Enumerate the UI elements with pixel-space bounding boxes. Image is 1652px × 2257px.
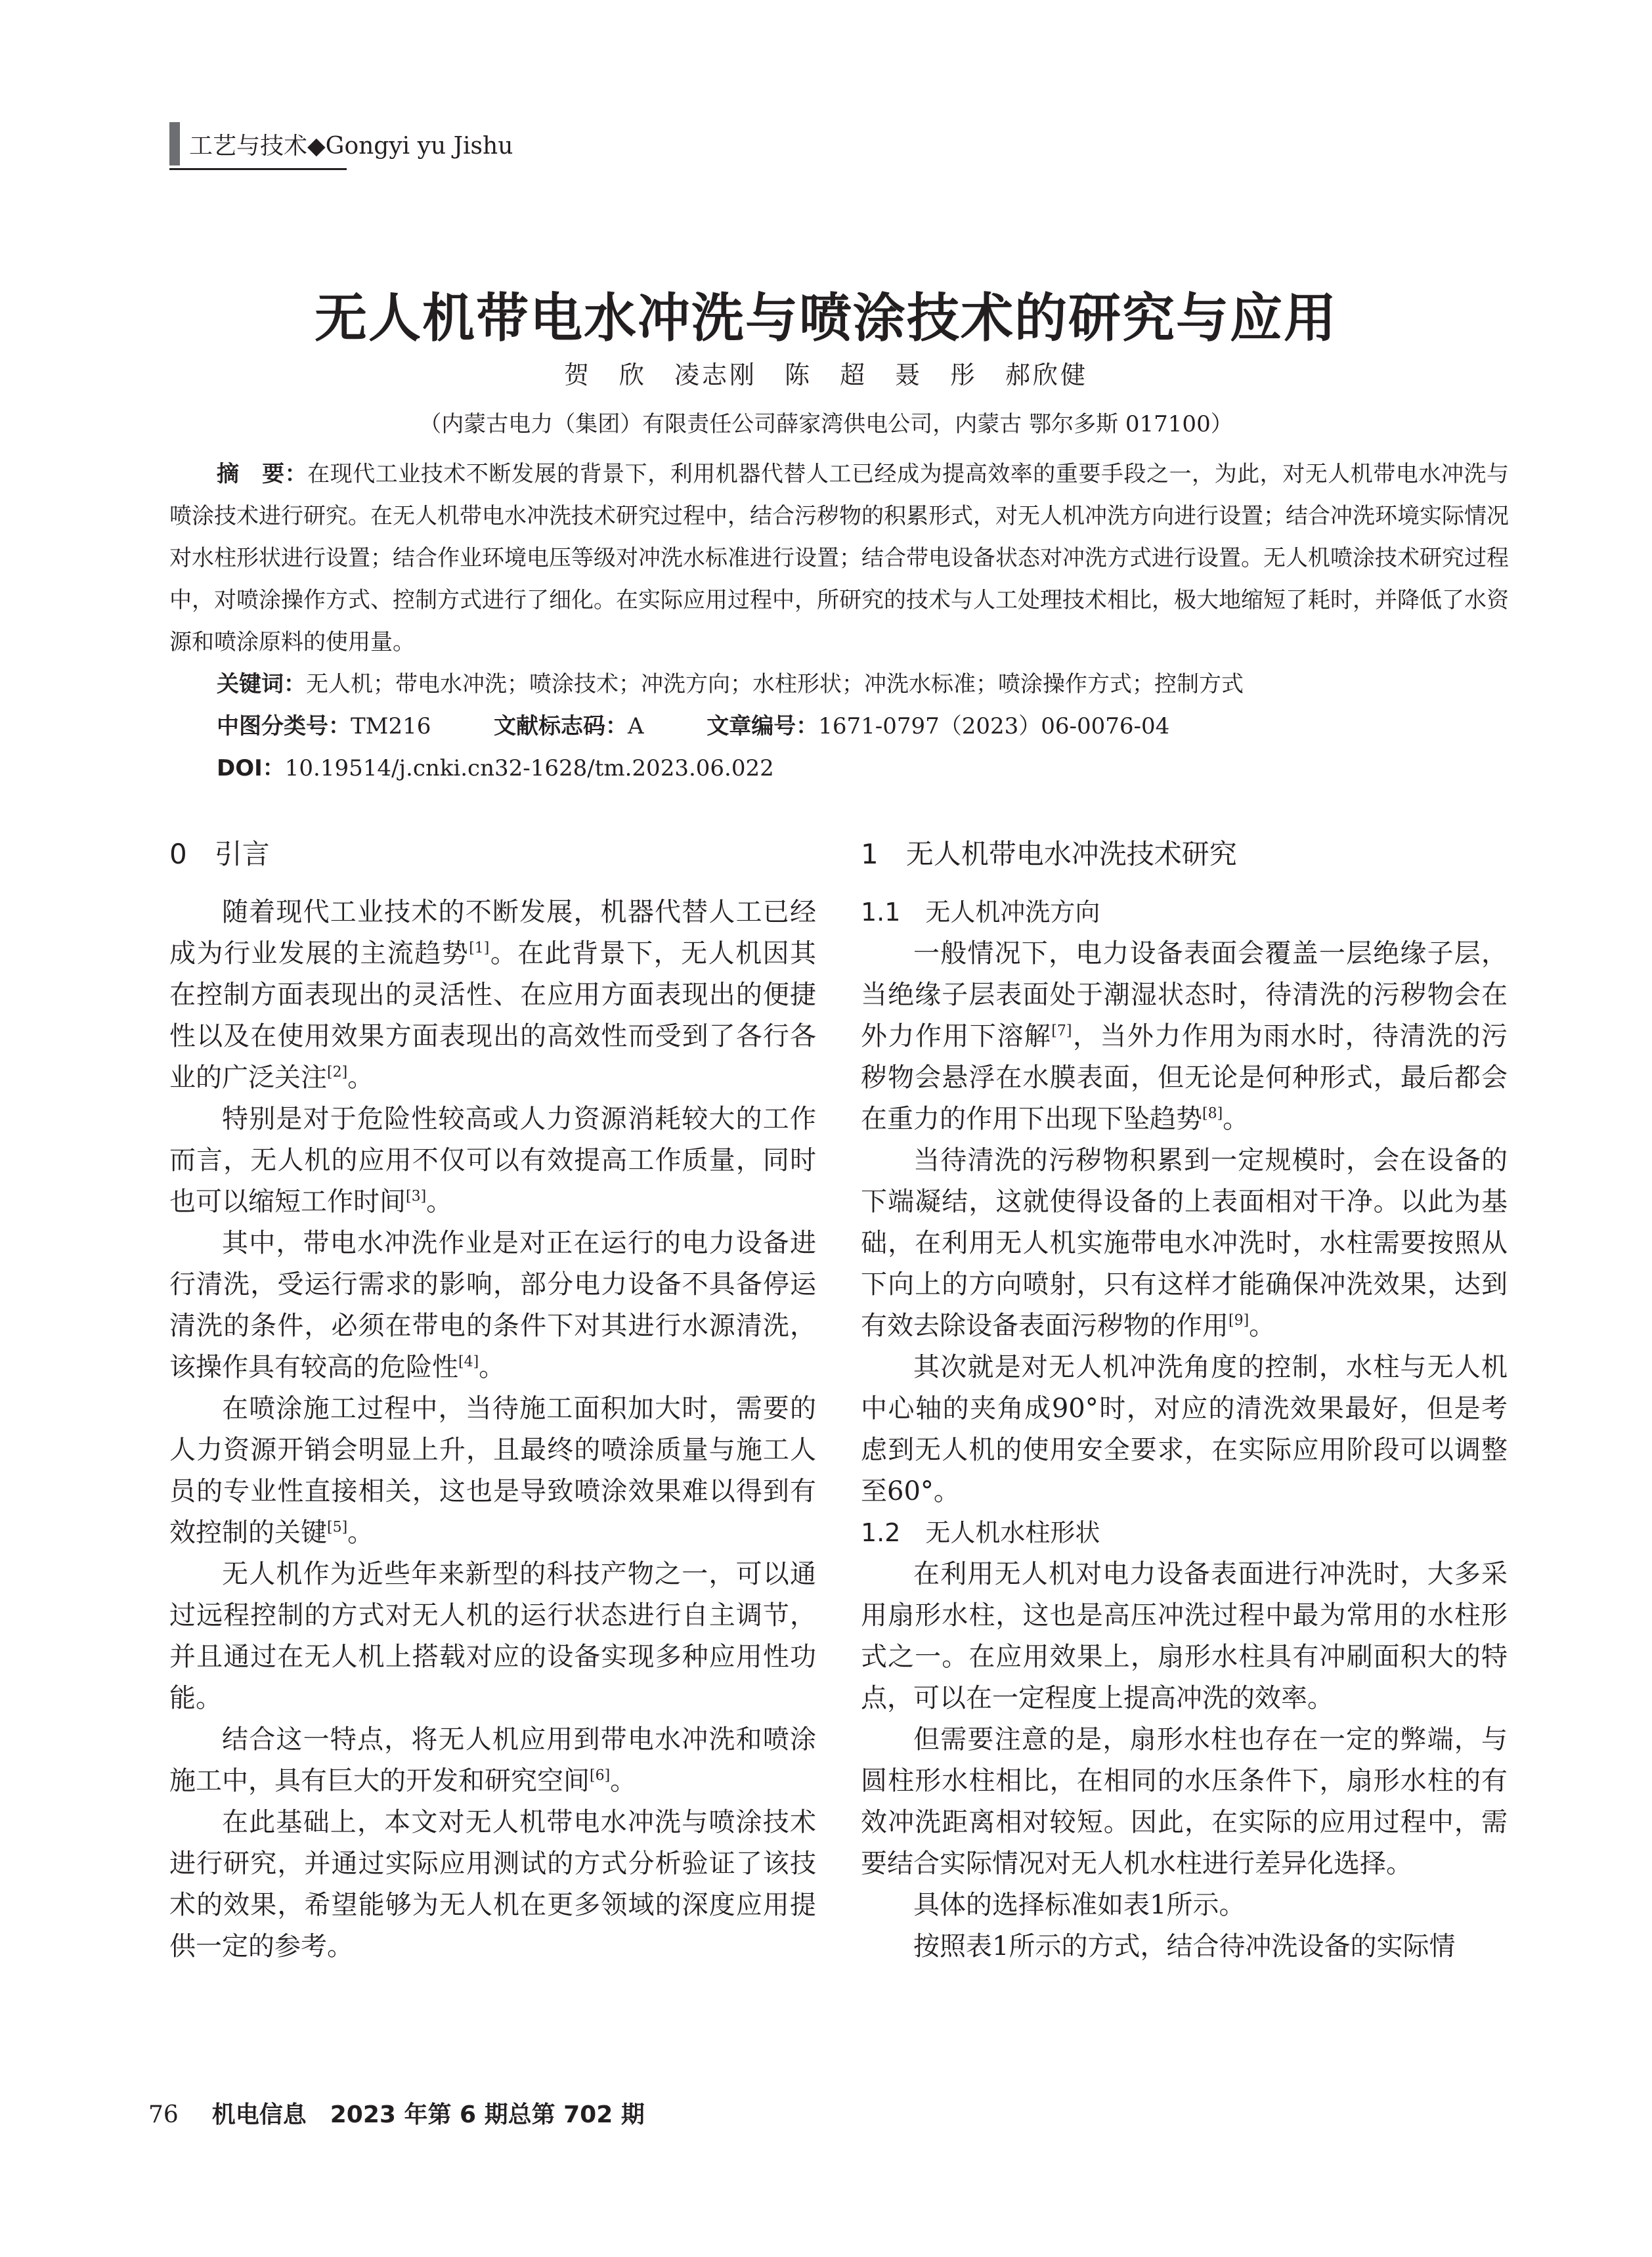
doi-value: 10.19514/j.cnki.cn32-1628/tm.2023.06.022 [284, 755, 774, 781]
abstract-label: 摘 要： [217, 461, 308, 487]
citation: [8] [1202, 1105, 1223, 1122]
paragraph: 一般情况下，电力设备表面会覆盖一层绝缘子层，当绝缘子层表面处于潮湿状态时，待清洗的污秽物会在外力作用下溶解[7]，当外力作用为雨水时，待清洗的污秽物会悬浮在水膜表面，但无论是何种形式，最后都会在重力的作用下出现下坠趋势[8]。 [861, 938, 1508, 1134]
clc-value: TM216 [351, 713, 431, 739]
left-column [169, 834, 816, 1967]
keywords-line [217, 666, 1244, 698]
paragraph: 当待清洗的污秽物积累到一定规模时，会在设备的下端凝结，这就使得设备的上表面相对干净。以此为基础，在利用无人机实施带电水冲洗时，水柱需要按照从下向上的方向喷射，只有这样才能确保冲洗效果，达到有效去除设备表面污秽物的作用[9]。 [861, 1145, 1508, 1341]
paragraph: 在喷涂施工过程中，当待施工面积加大时，需要的人力资源开销会明显上升，且最终的喷涂质量与施工人员的专业性直接相关，这也是导致喷涂效果难以得到有效控制的关键[5]。 [169, 1393, 816, 1548]
citation: [3] [406, 1188, 427, 1205]
abstract-paragraph [169, 453, 1509, 663]
paragraph: 随着现代工业技术的不断发展，机器代替人工已经成为行业发展的主流趋势[1]。在此背景下，无人机因其在控制方面表现出的灵活性、在应用方面表现出的便捷性以及在使用效果方面表现出的高效性而受到了各行各业的广泛关注[2]。 [169, 897, 817, 1093]
author-list: 贺 欣 凌志刚 陈 超 聂 彤 郝欣健 [563, 361, 1088, 389]
citation: [5] [327, 1519, 348, 1536]
journal-issue: 机电信息 2023 年第 6 期总第 702 期 [211, 2101, 645, 2128]
citation: [4] [458, 1353, 479, 1370]
running-head [169, 122, 513, 165]
paragraph: 在此基础上，本文对无人机带电水冲洗与喷涂技术进行研究，并通过实际应用测试的方式分析验证了该技术的效果，希望能够为无人机在更多领域的深度应用提供一定的参考。 [169, 1807, 816, 1961]
citation: [2] [327, 1064, 348, 1081]
abstract [169, 453, 1509, 663]
keywords-label: 关键词： [217, 671, 306, 697]
page-footer [148, 2096, 645, 2130]
citation: [9] [1228, 1312, 1250, 1329]
paragraph: 其中，带电水冲洗作业是对正在运行的电力设备进行清洗，受运行需求的影响，部分电力设备不具备停运清洗的条件，必须在带电的条件下对其进行水源清洗，该操作具有较高的危险性[4]。 [169, 1228, 816, 1382]
abstract-text: 在现代工业技术不断发展的背景下，利用机器代替人工已经成为提高效率的重要手段之一，为此，对无人机带电水冲洗与喷涂技术进行研究。在无人机带电水冲洗技术研究过程中，结合污秽物的积累形式，对无人机冲洗方向进行设置；结合冲洗环境实际情况对水柱形状进行设置；结合作业环境电压等级对冲洗水标准进行设置；结合带电设备状态对冲洗方式进行设置。无人机喷涂技术研究过程中，对喷涂操作方式、控制方式进行了细化。在实际应用过程中，所研究的技术与人工处理技术相比，极大地缩短了耗时，并降低了水资源和喷涂原料的使用量。 [169, 461, 1510, 655]
paragraph: 在利用无人机对电力设备表面进行冲洗时，大多采用扇形水柱，这也是高压冲洗过程中最为常用的水柱形式之一。在应用效果上，扇形水柱具有冲刷面积大的特点，可以在一定程度上提高冲洗的效率。 [861, 1559, 1508, 1713]
citation: [6] [590, 1767, 611, 1784]
paragraph: 特别是对于危险性较高或人力资源消耗较大的工作而言，无人机的应用不仅可以有效提高工作质量，同时也可以缩短工作时间[3]。 [169, 1104, 816, 1217]
paragraph: 无人机作为近些年来新型的科技产物之一，可以通过远程控制的方式对无人机的运行状态进行自主调节，并且通过在无人机上搭载对应的设备实现多种应用性功能。 [169, 1559, 816, 1713]
paragraph: 其次就是对无人机冲洗角度的控制，水柱与无人机中心轴的夹角成90°时，对应的清洗效果最好，但是考虑到无人机的使用安全要求，在实际应用阶段可以调整至60°。 [861, 1352, 1508, 1506]
doc-code-value: A [628, 713, 644, 739]
citation: [7] [1051, 1022, 1072, 1040]
keywords-text: 无人机；带电水冲洗；喷涂技术；冲洗方向；水柱形状；冲洗水标准；喷涂操作方式；控制方式 [306, 671, 1244, 697]
subsection-heading-1-2: 1.2 无人机水柱形状 [861, 1518, 1100, 1547]
doc-code-label: 文献标志码： [494, 713, 628, 739]
section-heading-introduction: 0 引言 [169, 838, 270, 870]
article-number-label: 文章编号： [706, 713, 819, 739]
classification-line [217, 708, 1169, 740]
running-head-bar [169, 122, 180, 165]
article-title: 无人机带电水冲洗与喷涂技术的研究与应用 [315, 288, 1337, 349]
subsection-heading-1-1: 1.1 无人机冲洗方向 [861, 898, 1100, 927]
section-heading-1: 1 无人机带电水冲洗技术研究 [861, 838, 1237, 870]
paragraph: 但需要注意的是，扇形水柱也存在一定的弊端，与圆柱形水柱相比，在相同的水压条件下，扇形水柱的有效冲洗距离相对较短。因此，在实际的应用过程中，需要结合实际情况对无人机水柱进行差异化选择。 [861, 1724, 1508, 1879]
doi-line [217, 750, 774, 782]
affiliation: （内蒙古电力（集团）有限责任公司薛家湾供电公司，内蒙古 鄂尔多斯 017100） [419, 411, 1233, 437]
running-head-text: 工艺与技术◆Gongyi yu Jishu [189, 132, 513, 160]
article-number-value: 1671-0797（2023）06-0076-04 [818, 713, 1170, 739]
doi-label: DOI： [217, 755, 285, 781]
paragraph: 结合这一特点，将无人机应用到带电水冲洗和喷涂施工中，具有巨大的开发和研究空间[6]。 [169, 1724, 816, 1796]
paragraph: 具体的选择标准如表1所示。 [913, 1890, 1246, 1920]
clc-label: 中图分类号： [217, 713, 351, 739]
citation: [1] [469, 940, 490, 957]
right-column [861, 834, 1508, 1967]
paragraph: 按照表1所示的方式，结合待冲洗设备的实际情 [913, 1931, 1456, 1961]
running-head-rule [169, 168, 347, 170]
page-number: 76 [148, 2101, 179, 2128]
